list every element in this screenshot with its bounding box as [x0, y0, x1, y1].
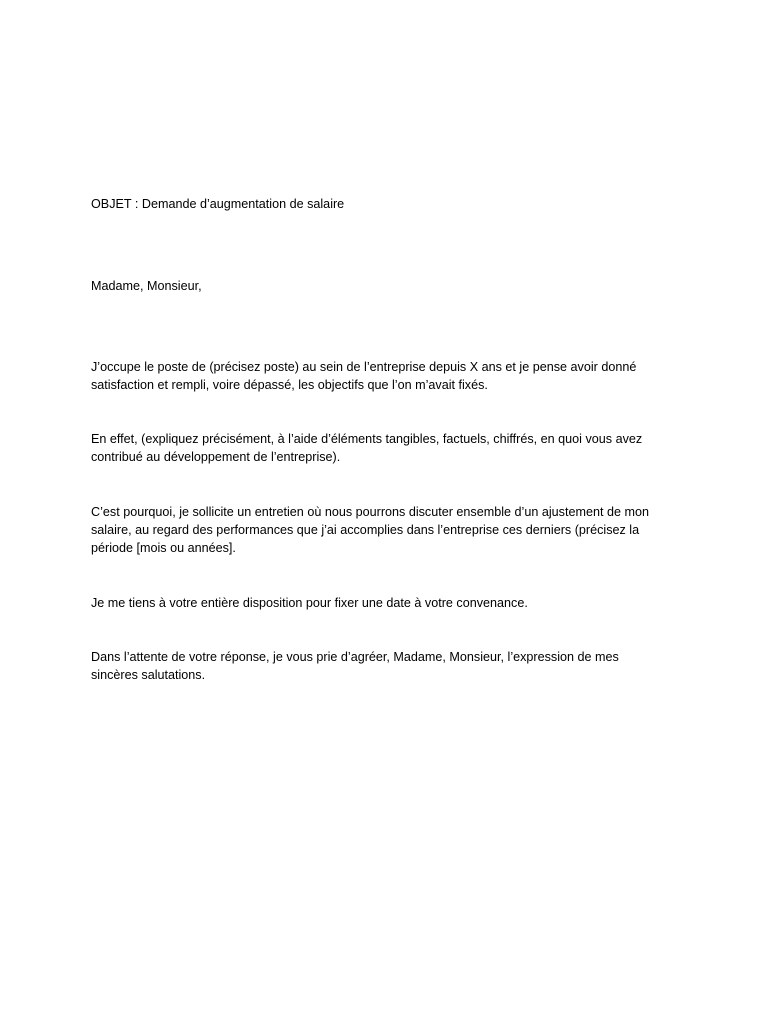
paragraph-request [91, 503, 691, 557]
paragraph-line: salaire, au regard des performances que j’ai accomplies dans l’entreprise ces derniers (précisez la [91, 523, 640, 537]
paragraph-line: sincères salutations. [91, 668, 206, 682]
paragraph-line: Dans l’attente de votre réponse, je vous prie d’agréer, Madame, Monsieur, l’expression de mes [91, 650, 619, 664]
paragraph-line: période [mois ou années]. [91, 541, 236, 555]
paragraph-line: En effet, (expliquez précisément, à l’aide d’éléments tangibles, factuels, chiffrés, en quoi vous avez [91, 432, 643, 446]
letter-salutation [91, 277, 691, 295]
letter-subject [91, 195, 691, 213]
paragraph-line: J’occupe le poste de (précisez poste) au sein de l’entreprise depuis X ans et je pense avoir donné [91, 360, 637, 374]
paragraph-line: satisfaction et rempli, voire dépassé, les objectifs que l’on m’avait fixés. [91, 378, 488, 392]
paragraph-line: Je me tiens à votre entière disposition pour fixer une date à votre convenance. [91, 596, 528, 610]
paragraph-availability [91, 594, 691, 612]
paragraph-line: contribué au développement de l’entreprise). [91, 450, 341, 464]
subject-line: OBJET : Demande d’augmentation de salaire [91, 197, 345, 211]
salutation-line: Madame, Monsieur, [91, 279, 202, 293]
paragraph-line: C’est pourquoi, je sollicite un entretien où nous pourrons discuter ensemble d’un ajustement de mon [91, 505, 649, 519]
paragraph-closing [91, 648, 691, 684]
paragraph-contributions [91, 430, 691, 466]
paragraph-current-position [91, 358, 691, 394]
